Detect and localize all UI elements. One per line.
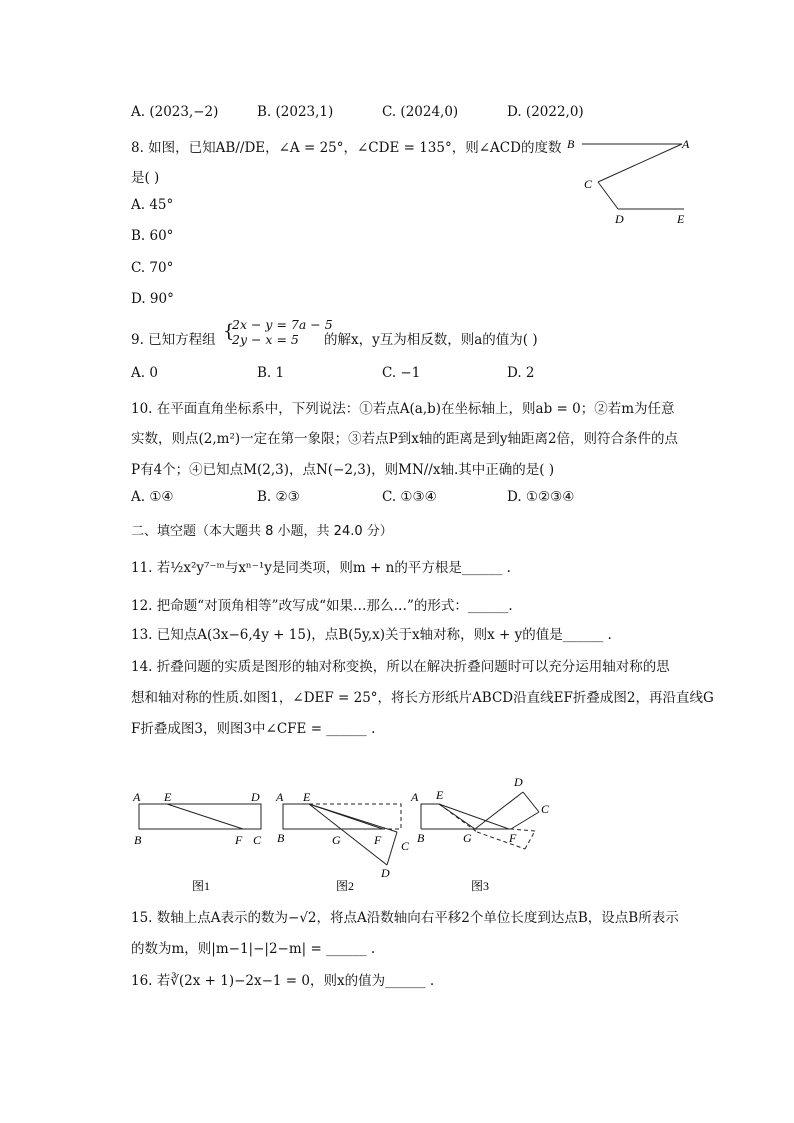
fig2-label-f: F <box>374 833 382 847</box>
q11-text: 11. 若½x²y⁷⁻ᵐ与xⁿ⁻¹y是同类项，则m + n的平方根是______ . <box>131 560 511 576</box>
q16-text: 16. 若∛(2x + 1)−2x−1 = 0，则x的值为______ . <box>131 973 435 989</box>
q8-label-e: E <box>677 212 685 226</box>
q15-text-line2: 的数为m，则|m−1|−|2−m| = ______ . <box>131 941 376 957</box>
q8-text-line2: 是( ) <box>131 170 160 186</box>
q14-text-line2: 想和轴对称的性质.如图1，∠DEF = 25°，将长方形纸片ABCD沿直线EF折叠成图2，再沿直线G <box>131 690 714 706</box>
fig2-label-d: D <box>381 866 390 880</box>
fig1-label-f: F <box>235 833 243 847</box>
fig2-label-c: C <box>401 839 410 853</box>
fig3-label-b: B <box>417 831 425 845</box>
q8-option-b: B. 60° <box>131 228 174 244</box>
fig2-label-e: E <box>303 790 311 804</box>
q8-option-d: D. 90° <box>131 291 174 307</box>
q9-brace: { <box>223 321 235 342</box>
q10-option-b: B. ②③ <box>257 489 300 505</box>
q14-text-line1: 14. 折叠问题的实质是图形的轴对称变换，所以在解决折叠问题时可以充分运用轴对称的思 <box>131 659 670 675</box>
q9-option-d: D. 2 <box>507 365 535 381</box>
q8-label-c: C <box>584 177 593 191</box>
q12-text: 12. 把命题“对顶角相等”改写成“如果…那么…”的形式：______. <box>131 598 513 614</box>
q8-text-line1: 8. 如图，已知AB//DE，∠A = 25°，∠CDE = 135°，则∠ACD的度数 <box>131 140 562 156</box>
fig2-caption: 图2 <box>336 879 355 893</box>
q9-option-b: B. 1 <box>257 365 285 381</box>
fig2-label-b: B <box>277 831 285 845</box>
q9-equation-1: 2x − y = 7a − 5 <box>232 317 333 332</box>
fig3-label-d: D <box>514 775 523 789</box>
q15-text-line1: 15. 数轴上点A表示的数为−√2，将点A沿数轴向右平移2个单位长度到达点B，设点B所表示 <box>131 910 679 926</box>
fig1-label-e: E <box>164 790 172 804</box>
q9-equation-2: 2y − x = 5 <box>232 332 299 347</box>
fig3-label-f: F <box>509 831 517 845</box>
q14-figure-2 <box>275 790 410 893</box>
q14-figure-1 <box>132 790 262 893</box>
q10-option-a: A. ①④ <box>131 489 174 505</box>
q10-option-d: D. ①②③④ <box>507 489 575 505</box>
fig2-label-a: A <box>276 790 284 804</box>
q8-option-a: A. 45° <box>131 197 174 213</box>
q7-option-a: A. (2023,−2) <box>131 104 219 120</box>
q7-option-b: B. (2023,1) <box>257 104 334 120</box>
q10-text-line1: 10. 在平面直角坐标系中，下列说法：①若点A(a,b)在坐标轴上，则ab = 0；②若m为任意 <box>131 401 675 417</box>
q9-suffix: 的解x，y互为相反数，则a的值为( ) <box>324 332 538 348</box>
fig1-label-d: D <box>251 790 260 804</box>
fig1-label-c: C <box>253 833 262 847</box>
q10-text-line2: 实数，则点(2,m²)一定在第一象限；③若点P到x轴的距离是到y轴距离2倍，则符合条件的点 <box>131 431 679 447</box>
q9-prefix: 9. 已知方程组 <box>131 332 216 348</box>
q10-text-line3: P有4个；④已知点M(2,3)，点N(−2,3)，则MN//x轴.其中正确的是( ) <box>131 462 555 478</box>
fig3-label-e: E <box>436 788 444 802</box>
q10-option-c: C. ①③④ <box>382 489 437 505</box>
q7-option-c: C. (2024,0) <box>382 104 459 120</box>
fig3-caption: 图3 <box>471 879 490 893</box>
fig3-label-a: A <box>411 790 419 804</box>
q13-text: 13. 已知点A(3x−6,4y + 15)，点B(5y,x)关于x轴对称，则x + y的值是______ . <box>131 627 612 643</box>
section-heading: 二、填空题（本大题共 8 小题，共 24.0 分） <box>131 524 393 539</box>
q9-option-a: A. 0 <box>131 365 158 381</box>
q9-option-c: C. −1 <box>382 365 421 381</box>
fig1-label-b: B <box>134 833 142 847</box>
fig2-label-g: G <box>332 833 341 847</box>
q8-label-b: B <box>567 137 575 151</box>
q8-option-c: C. 70° <box>131 260 174 276</box>
fig1-caption: 图1 <box>192 879 211 893</box>
q8-label-a: A <box>682 137 690 151</box>
q7-option-d: D. (2022,0) <box>507 104 584 120</box>
q8-figure <box>560 130 700 230</box>
q14-text-line3: F折叠成图3，则图3中∠CFE = ______ . <box>131 721 376 737</box>
fig1-label-a: A <box>133 790 141 804</box>
q14-figures <box>125 770 575 895</box>
fig3-label-g: G <box>463 831 472 845</box>
q8-label-d: D <box>615 212 624 226</box>
fig3-label-c: C <box>541 802 550 816</box>
q14-figure-3 <box>410 775 550 893</box>
